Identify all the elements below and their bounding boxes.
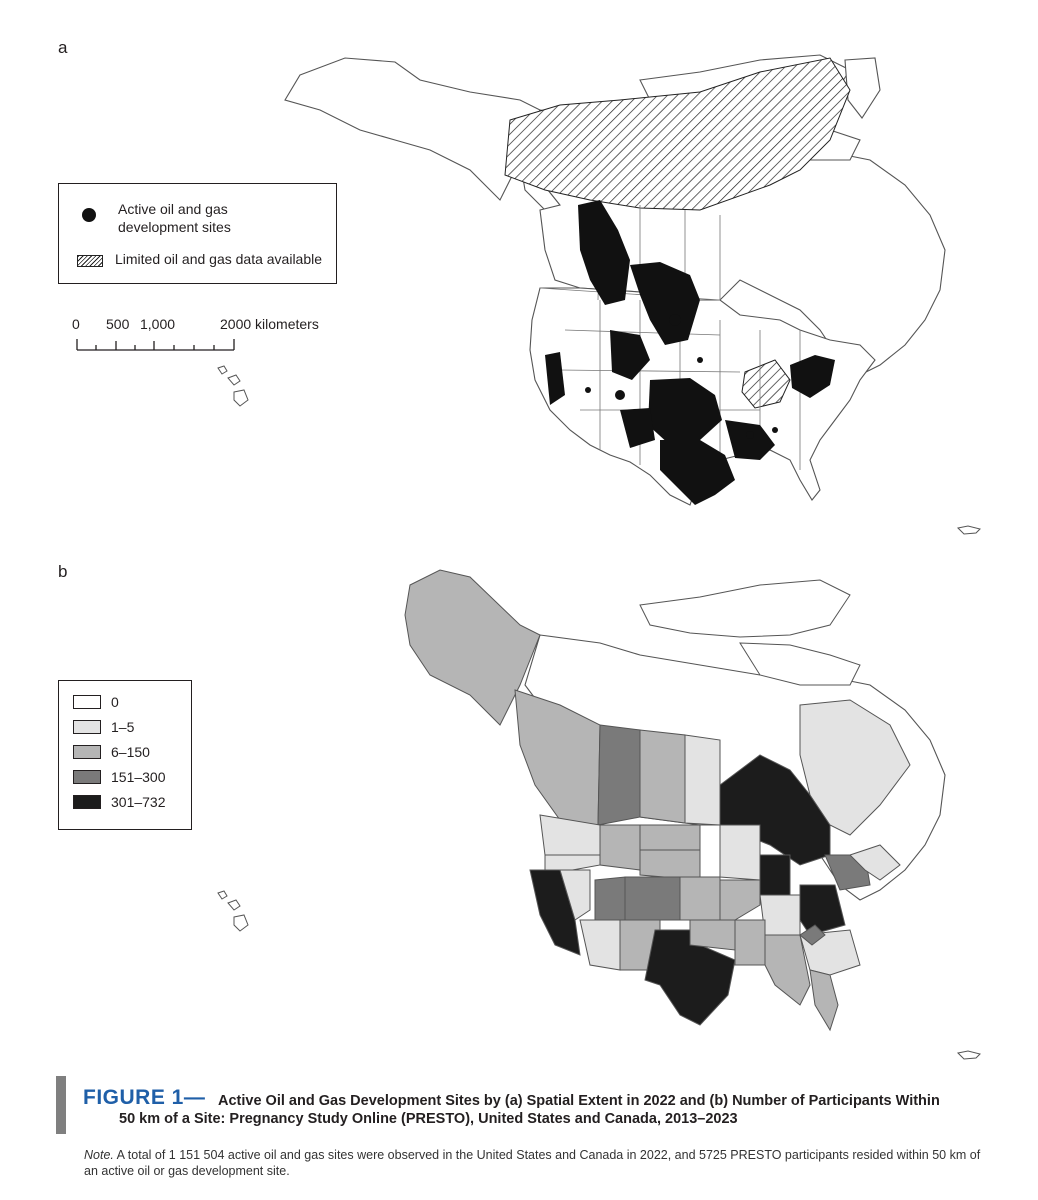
legend-b-swatch-4 <box>73 795 101 809</box>
scale-tick-2000: 2000 kilometers <box>220 316 319 332</box>
figure-note <box>84 1147 984 1179</box>
legend-b-label-1: 1–5 <box>111 719 135 735</box>
legend-panel-a <box>58 183 337 284</box>
legend-active-label-1: Active oil and gas <box>118 201 228 217</box>
legend-b-item-2 <box>73 744 150 760</box>
figure-title-line2: 50 km of a Site: Pregnancy Study Online (PRESTO), United States and Canada, 2013–2023 <box>119 1111 738 1127</box>
legend-b-item-0 <box>73 694 119 710</box>
figure-label: FIGURE 1— <box>83 1086 206 1109</box>
legend-b-swatch-2 <box>73 745 101 759</box>
scale-tick-1000: 1,000 <box>140 316 176 332</box>
hatched-box-icon <box>77 255 103 267</box>
scale-tick-0: 0 <box>72 316 80 332</box>
scale-tick-500: 500 <box>106 316 130 332</box>
legend-active-label-2: development sites <box>118 219 231 235</box>
legend-b-label-2: 6–150 <box>111 744 150 760</box>
legend-b-label-3: 151–300 <box>111 769 166 785</box>
legend-b-label-4: 301–732 <box>111 794 166 810</box>
legend-b-swatch-3 <box>73 770 101 784</box>
legend-panel-b <box>58 680 192 830</box>
panel-a-map <box>218 55 980 534</box>
caption-accent-bar <box>56 1076 66 1134</box>
panel-b-map <box>218 570 980 1059</box>
filled-circle-icon <box>82 208 96 222</box>
panel-a-label: a <box>58 38 68 57</box>
figure-title-line1: Active Oil and Gas Development Sites by (a) Spatial Extent in 2022 and (b) Number of Participants Within <box>218 1093 940 1109</box>
note-prefix: Note. <box>84 1148 114 1162</box>
legend-b-swatch-0 <box>73 695 101 709</box>
note-text: A total of 1 151 504 active oil and gas sites were observed in the United States and Canada in 2022, and 5725 PRESTO participants resided within 50 km of an active oil or gas development site. <box>84 1148 981 1178</box>
legend-b-item-3 <box>73 769 166 785</box>
legend-limited-label: Limited oil and gas data available <box>115 251 323 267</box>
legend-item-limited-data <box>59 251 322 267</box>
legend-item-active-sites <box>59 200 231 236</box>
scale-bar-line <box>76 336 251 352</box>
legend-b-item-4 <box>73 794 166 810</box>
legend-b-swatch-1 <box>73 720 101 734</box>
legend-b-label-0: 0 <box>111 694 119 710</box>
scale-bar <box>68 316 338 356</box>
panel-b-label: b <box>58 562 68 581</box>
legend-b-item-1 <box>73 719 134 735</box>
